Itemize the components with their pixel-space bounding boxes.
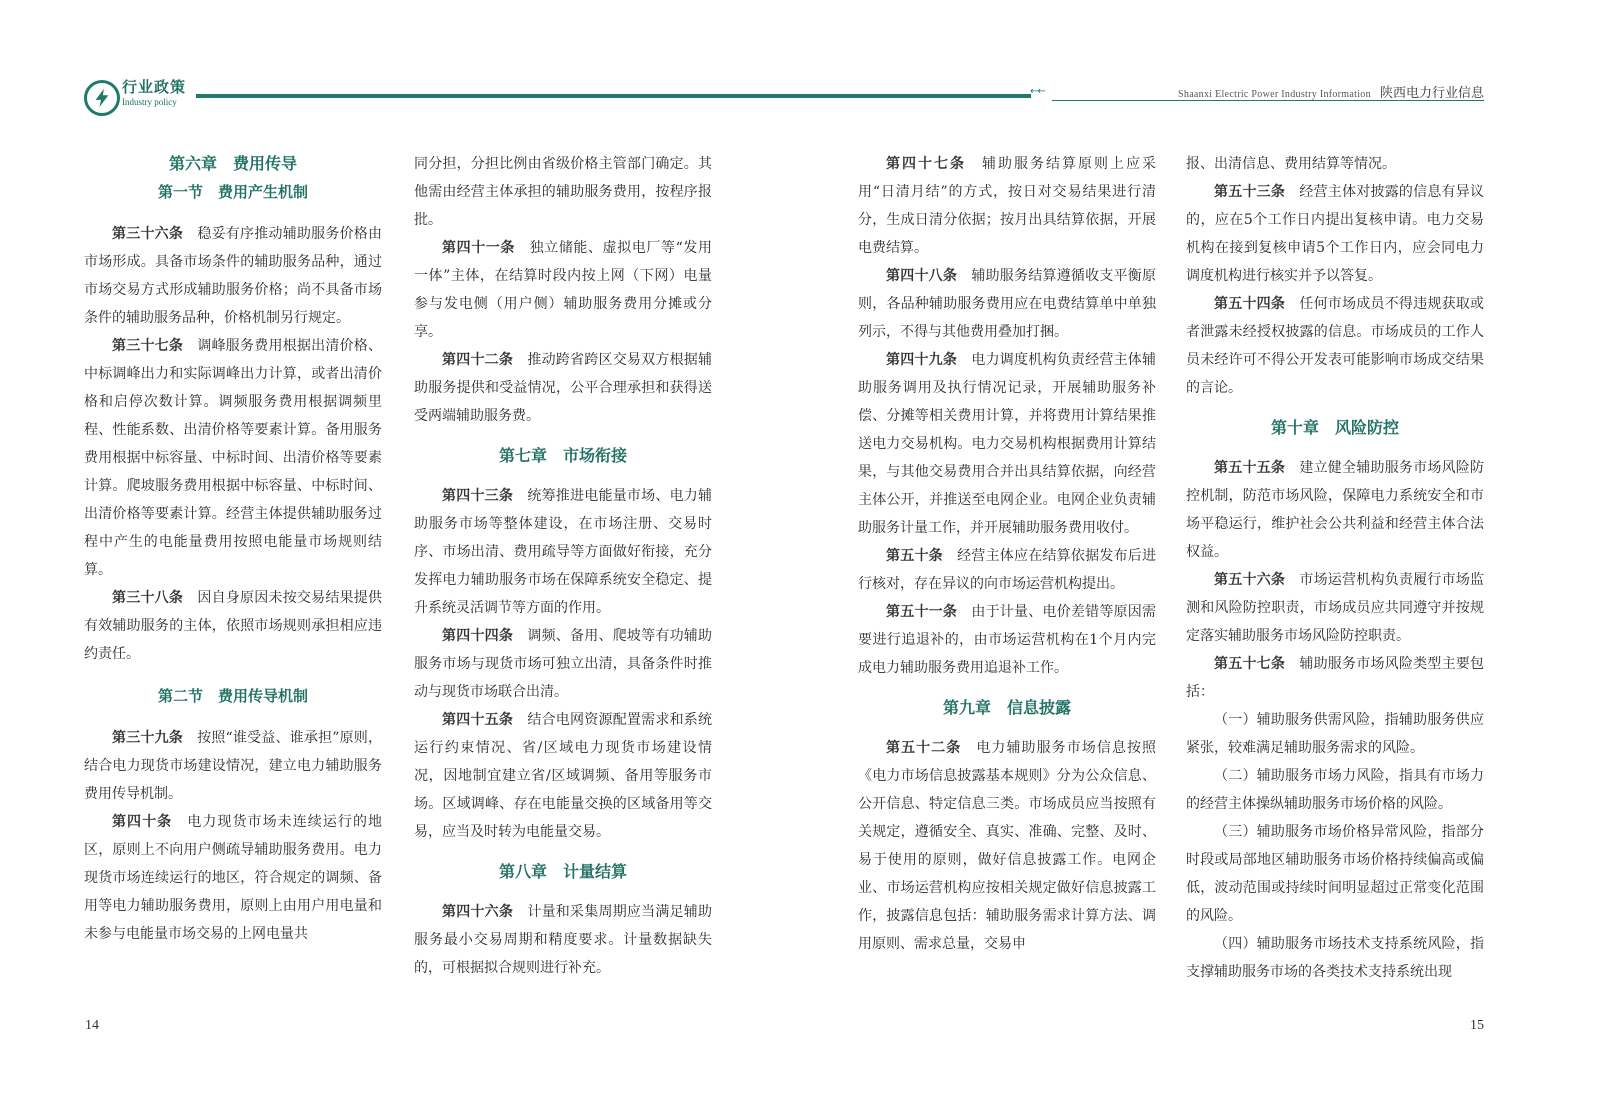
article-label: 第五十三条 bbox=[1214, 184, 1286, 200]
article bbox=[1186, 650, 1484, 706]
section-header bbox=[122, 80, 186, 107]
article bbox=[858, 542, 1156, 598]
article bbox=[414, 706, 712, 846]
article bbox=[1186, 454, 1484, 566]
article-label: 第四十八条 bbox=[886, 268, 958, 284]
page-number-left: 14 bbox=[85, 1018, 99, 1033]
article-text: 经营主体应在结算依据发布后进行核对，存在异议的向市场运营机构提出。 bbox=[858, 548, 1157, 592]
lightning-bolt-icon bbox=[84, 80, 120, 116]
article-text: 推动跨省跨区交易双方根据辅助服务提供和受益情况，公平合理承担和获得送受两端辅助服务费。 bbox=[414, 352, 713, 424]
article-text: 调峰服务费用根据出清价格、中标调峰出力和实际调峰出力计算，或者出清价格和启停次数计算。调频服务费用根据调频里程、性能系数、出清价格等要素计算。备用服务费用根据中标容量、中标时间、出清价格等要素计算。爬坡服务费用根据中标容量、中标时间、出清价格等要素计算。经营主体提供辅助服务过程中产生的电能量费用按照电能量市场规则结算。 bbox=[84, 338, 383, 578]
article bbox=[858, 734, 1156, 958]
article-text: 建立健全辅助服务市场风险防控机制，防范市场风险，保障电力系统安全和市场平稳运行，维护社会公共利益和经营主体合法权益。 bbox=[1186, 460, 1485, 560]
text-column-1 bbox=[84, 150, 382, 948]
article bbox=[414, 898, 712, 982]
article-text: 辅助服务市场风险类型主要包括： bbox=[1186, 656, 1485, 700]
article-label: 第四十条 bbox=[112, 814, 173, 830]
text-column-3 bbox=[858, 150, 1156, 958]
article-text: 由于计量、电价差错等原因需要进行追退补的，由市场运营机构在1个月内完成电力辅助服务费用追退补工作。 bbox=[858, 604, 1157, 676]
article-label: 第五十一条 bbox=[886, 604, 958, 620]
article-text: 计量和采集周期应当满足辅助服务最小交易周期和精度要求。计量数据缺失的，可根据拟合规则进行补充。 bbox=[414, 904, 713, 976]
article bbox=[858, 262, 1156, 346]
chapter-heading: 第七章 市场衔接 bbox=[498, 446, 627, 465]
article-label: 第四十九条 bbox=[886, 352, 958, 368]
article-label: 第五十六条 bbox=[1214, 572, 1286, 588]
article-label: 第五十四条 bbox=[1214, 296, 1286, 312]
article-text: 独立储能、虚拟电厂等“发用一体”主体，在结算时段内按上网（下网）电量参与发电侧（用户侧）辅助服务费用分摊或分享。 bbox=[414, 240, 713, 340]
article-label: 第三十七条 bbox=[112, 338, 184, 354]
article-text: 统筹推进电能量市场、电力辅助服务市场等整体建设，在市场注册、交易时序、市场出清、费用疏导等方面做好衔接，充分发挥电力辅助服务市场在保障系统安全稳定、提升系统灵活调节等方面的作用。 bbox=[414, 488, 713, 616]
article bbox=[414, 482, 712, 622]
section-title: 行业政策 bbox=[122, 78, 187, 96]
article bbox=[858, 598, 1156, 682]
chapter-heading: 第八章 计量结算 bbox=[498, 862, 627, 881]
article bbox=[84, 584, 382, 668]
risk-item: （四）辅助服务市场技术支持系统风险，指支撑辅助服务市场的各类技术支持系统出现 bbox=[1186, 936, 1484, 980]
article-text: 辅助服务结算原则上应采用“日清月结”的方式，按日对交易结果进行清分，生成日清分依据；按月出具结算依据，开展电费结算。 bbox=[858, 156, 1156, 256]
article-text: 电力辅助服务市场信息按照《电力市场信息披露基本规则》分为公众信息、公开信息、特定信息三类。市场成员应当按照有关规定，遵循安全、真实、准确、完整、及时、易于使用的原则，做好信息披露工作。电网企业、市场运营机构应按相关规定做好信息披露工作，披露信息包括：辅助服务需求计算方法、调用原则、需求总量，交易申 bbox=[858, 740, 1157, 952]
continued-text: 同分担，分担比例由省级价格主管部门确定。其他需由经营主体承担的辅助服务费用，按程序报批。 bbox=[414, 156, 712, 228]
article-label: 第四十六条 bbox=[442, 904, 514, 920]
article-label: 第五十二条 bbox=[886, 740, 962, 756]
article bbox=[84, 332, 382, 584]
article-label: 第四十三条 bbox=[442, 488, 514, 504]
article-label: 第四十一条 bbox=[442, 240, 516, 256]
page-number-right: 15 bbox=[1470, 1018, 1484, 1033]
article bbox=[858, 346, 1156, 542]
article-label: 第三十九条 bbox=[112, 730, 183, 746]
article bbox=[84, 724, 382, 808]
publication-title-cn: 陕西电力行业信息 bbox=[1379, 86, 1484, 101]
risk-item: （三）辅助服务市场价格异常风险，指部分时段或局部地区辅助服务市场价格持续偏高或偏低，波动范围或持续时间明显超过正常变化范围的风险。 bbox=[1186, 824, 1484, 924]
article-label: 第四十七条 bbox=[886, 156, 966, 172]
publication-title bbox=[1178, 82, 1484, 101]
article bbox=[414, 622, 712, 706]
article bbox=[1186, 566, 1484, 650]
section-heading: 第一节 费用产生机制 bbox=[157, 183, 308, 201]
chapter-heading: 第九章 信息披露 bbox=[942, 698, 1071, 717]
section-subtitle: Industry policy bbox=[122, 97, 177, 107]
chapter-heading: 第十章 风险防控 bbox=[1270, 418, 1399, 437]
article-label: 第三十六条 bbox=[112, 226, 184, 242]
article bbox=[414, 346, 712, 430]
article-text: 结合电网资源配置需求和系统运行约束情况、省/区域电力现货市场建设情况，因地制宜建立省/区域调频、备用等服务市场。区域调峰、存在电能量交换的区域备用等交易，应当及时转为电能量交易。 bbox=[414, 712, 713, 840]
article bbox=[858, 150, 1156, 262]
article-label: 第五十七条 bbox=[1214, 656, 1286, 672]
article-text: 稳妥有序推动辅助服务价格由市场形成。具备市场条件的辅助服务品种，通过市场交易方式形成辅助服务价格；尚不具备市场条件的辅助服务品种，价格机制另行规定。 bbox=[84, 226, 383, 326]
article-label: 第五十五条 bbox=[1214, 460, 1286, 476]
article-text: 因自身原因未按交易结果提供有效辅助服务的主体，依照市场规则承担相应违约责任。 bbox=[84, 590, 383, 662]
article bbox=[414, 234, 712, 346]
risk-item: （二）辅助服务市场力风险，指具有市场力的经营主体操纵辅助服务市场价格的风险。 bbox=[1186, 768, 1484, 812]
article-text: 任何市场成员不得违规获取或者泄露未经授权披露的信息。市场成员的工作人员未经许可不得公开发表可能影响市场成交结果的言论。 bbox=[1186, 296, 1485, 396]
text-column-4 bbox=[1186, 150, 1484, 986]
section-heading: 第二节 费用传导机制 bbox=[157, 687, 308, 705]
article-text: 电力调度机构负责经营主体辅助服务调用及执行情况记录，开展辅助服务补偿、分摊等相关费用计算，并将费用计算结果推送电力交易机构。电力交易机构根据费用计算结果，与其他交易费用合并出具结算依据，向经营主体公开，并推送至电网企业。电网企业负责辅助服务计量工作，并开展辅助服务费用收付。 bbox=[858, 352, 1157, 536]
article bbox=[1186, 178, 1484, 290]
article-text: 电力现货市场未连续运行的地区，原则上不向用户侧疏导辅助服务费用。电力现货市场连续运行的地区，符合规定的调频、备用等电力辅助服务费用，原则上由用户用电量和未参与电能量市场交易的上网电量共 bbox=[84, 814, 383, 942]
article-label: 第四十四条 bbox=[442, 628, 514, 644]
header-rule bbox=[196, 94, 1031, 98]
article-label: 第四十五条 bbox=[442, 712, 514, 728]
article-label: 第五十条 bbox=[886, 548, 943, 564]
article bbox=[1186, 290, 1484, 402]
continued-text: 报、出清信息、费用结算等情况。 bbox=[1186, 156, 1396, 172]
article-text: 按照“谁受益、谁承担”原则，结合电力现货市场建设情况，建立电力辅助服务费用传导机制。 bbox=[84, 730, 382, 802]
article-text: 调频、备用、爬坡等有功辅助服务市场与现货市场可独立出清，具备条件时推动与现货市场联合出清。 bbox=[414, 628, 713, 700]
chapter-heading: 第六章 费用传导 bbox=[168, 154, 297, 173]
text-column-2 bbox=[414, 150, 712, 982]
publication-title-en: Shaanxi Electric Power Industry Information bbox=[1178, 89, 1371, 100]
article-text: 辅助服务结算遵循收支平衡原则，各品种辅助服务费用应在电费结算单中单独列示，不得与其他费用叠加打捆。 bbox=[858, 268, 1157, 340]
article-label: 第三十八条 bbox=[112, 590, 184, 606]
risk-item: （一）辅助服务供需风险，指辅助服务供应紧张，较难满足辅助服务需求的风险。 bbox=[1186, 712, 1484, 756]
arrow-icon: ←← bbox=[1030, 86, 1045, 97]
article-text: 市场运营机构负责履行市场监测和风险防控职责，市场成员应共同遵守并按规定落实辅助服务市场风险防控职责。 bbox=[1186, 572, 1485, 644]
article bbox=[84, 808, 382, 948]
article bbox=[84, 220, 382, 332]
article-text: 经营主体对披露的信息有异议的，应在5个工作日内提出复核申请。电力交易机构在接到复核申请5个工作日内，应会同电力调度机构进行核实并予以答复。 bbox=[1186, 184, 1485, 284]
article-label: 第四十二条 bbox=[442, 352, 514, 368]
